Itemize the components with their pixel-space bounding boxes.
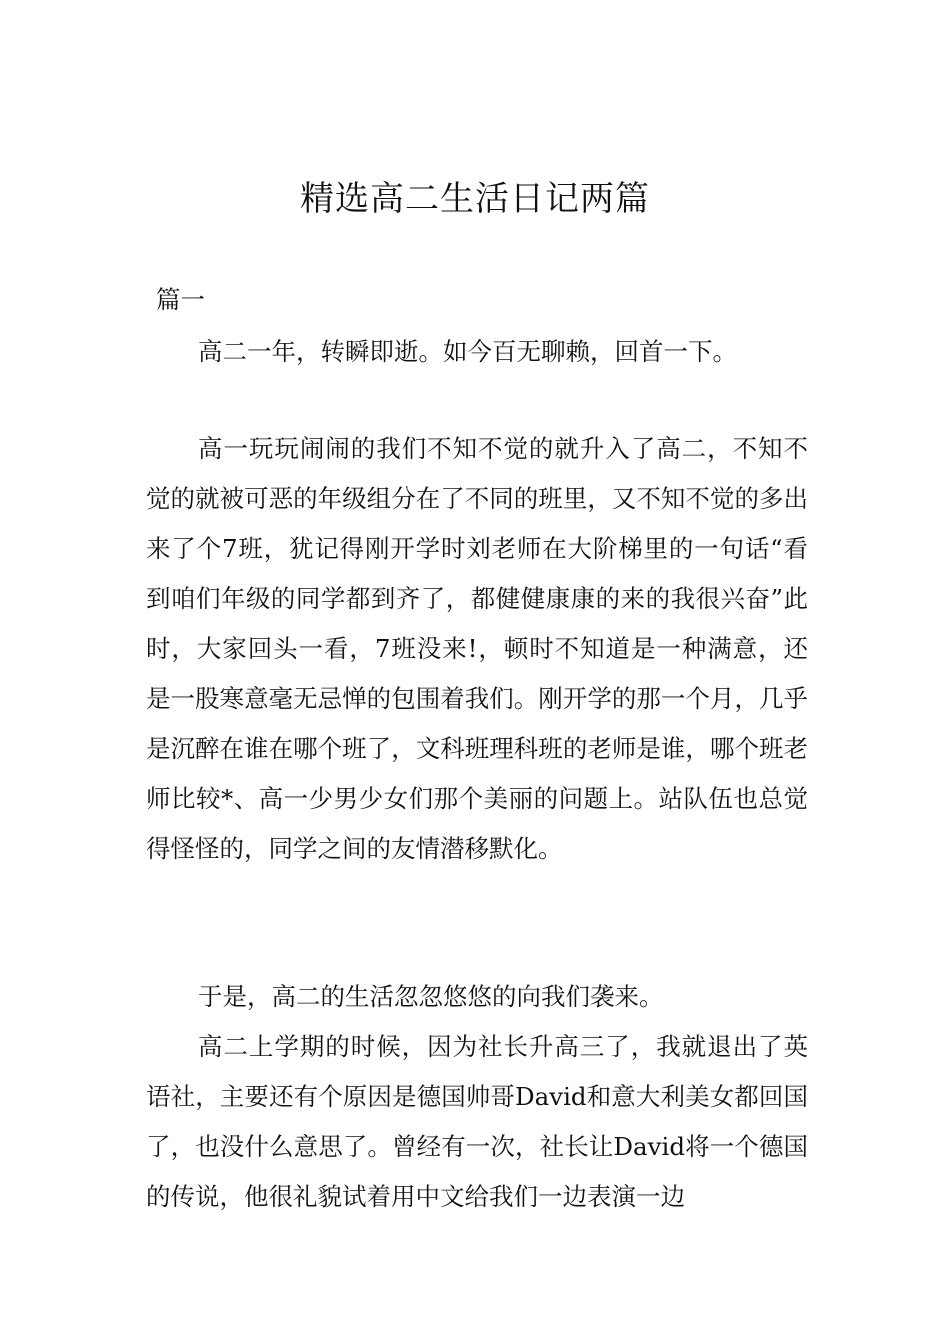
paragraph-intro: 高二一年，转瞬即逝。如今百无聊赖，回首一下。 xyxy=(198,337,737,366)
paragraph-english-club: 高二上学期的时候，因为社长升高三了，我就退出了英语社，主要还有个原因是德国帅哥David和意大利美女都回国了，也没什么意思了。曾经有一次，社长让David将一个德国的传说，他很礼貌试着用中文给我们一边表演一边 xyxy=(146,1032,808,1211)
document-title: 精选高二生活日记两篇 xyxy=(300,179,650,219)
paragraph-transition: 于是，高二的生活忽忽悠悠的向我们袭来。 xyxy=(198,982,664,1011)
paragraph-first-year: 高一玩玩闹闹的我们不知不觉的就升入了高二，不知不觉的就被可恶的年级组分在了不同的班里，又不知不觉的多出来了个7班，犹记得刚开学时刘老师在大阶梯里的一句话“看到咱们年级的同学都到齐了，都健健康康的来的我很兴奋”此时，大家回头一看，7班没来!，顿时不知道是一种满意，还是一股寒意毫无忌惮的包围着我们。刚开学的那一个月，几乎是沉醉在谁在哪个班了，文科班理科班的老师是谁，哪个班老师比较*、高一少男少女们那个美丽的问题上。站队伍也总觉得怪怪的，同学之间的友情潜移默化。 xyxy=(146,434,808,863)
section-label: 篇一 xyxy=(156,285,205,314)
